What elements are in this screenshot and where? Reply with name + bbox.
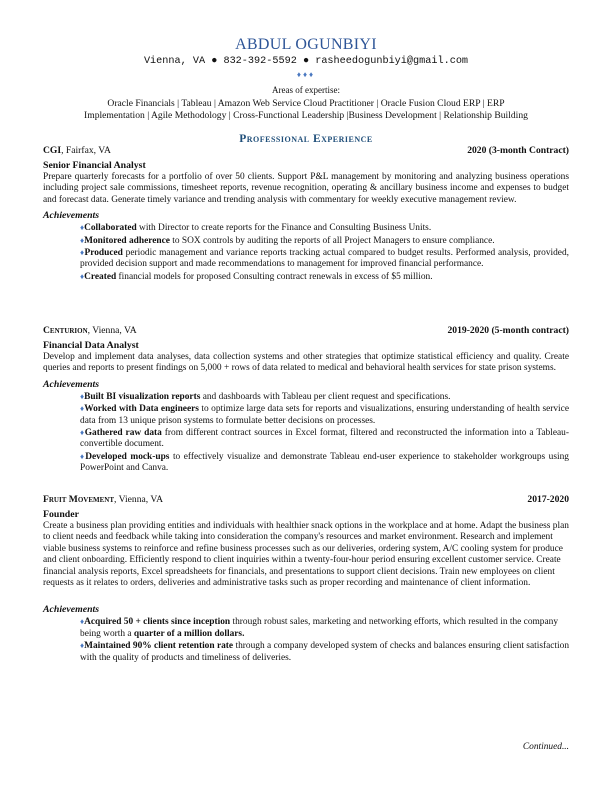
job-entry <box>43 494 569 664</box>
diamond-bullet-icon: ♦ <box>80 428 85 438</box>
achievement-item <box>80 640 569 664</box>
job-title: Financial Data Analyst <box>43 340 139 351</box>
achievement-text: from different contract sources in Excel format, filtered and reconstructed the information into a Tableau-convertible document. <box>80 428 569 450</box>
achievement-item <box>80 616 569 640</box>
company-name: CGI <box>43 145 62 156</box>
diamond-bullet-icon: ♦ <box>80 391 85 401</box>
company-line <box>43 145 111 157</box>
expertise-list <box>40 98 572 122</box>
email-link[interactable]: rasheedogunbiyi@gmail.com <box>315 56 469 67</box>
diamond-bullet-icon: ♦ <box>80 404 85 414</box>
job-title: Senior Financial Analyst <box>43 160 146 171</box>
achievement-item <box>80 271 569 283</box>
diamond-bullet-icon: ♦ <box>80 641 85 651</box>
achievements-label: Achievements <box>43 210 100 222</box>
separator-dot: ● <box>302 56 310 67</box>
job-description: Develop and implement data analyses, data collection systems and other strategies that optimize statistical efficiency and quality. Create queries and reports to present findings on 5,000 + rows of data related to medical and behavioral health services for state prison systems. <box>43 352 569 374</box>
areas-of-expertise-label: Areas of expertise: <box>272 85 340 95</box>
achievement-item <box>80 247 569 271</box>
achievement-highlight: Gathered raw data <box>84 428 162 439</box>
achievement-text: financial models for proposed Consulting contract renewals in excess of $5 million. <box>116 271 433 282</box>
expertise-line: Oracle Financials | Tableau | Amazon Web Service Cloud Practitioner | Oracle Fusion Cloud ERP | ERP <box>107 98 505 109</box>
job-dates: 2017-2020 <box>527 494 569 505</box>
achievement-text: to effectively visualize and demonstrate Tableau end-user experience to stakeholder workgroups using PowerPoint and Canva. <box>80 451 569 474</box>
achievement-highlight: Developed mock-ups <box>85 451 170 462</box>
achievement-highlight: Collaborated <box>84 223 137 234</box>
expertise-line: Implementation | Agile Methodology | Cross-Functional Leadership |Business Development | Relationship Building <box>84 110 528 121</box>
achievement-highlight: Created <box>84 271 117 282</box>
company-line <box>43 494 163 506</box>
separator-dot: ● <box>211 56 218 67</box>
achievement-text: and dashboards with Tableau per client request and specifications. <box>200 391 451 402</box>
achievements-list <box>80 616 569 664</box>
achievement-text: to SOX controls by auditing the reports of all Project Managers to ensure compliance. <box>169 235 495 246</box>
achievement-text: with Director to create reports for the Finance and Consulting Business Units. <box>136 223 432 234</box>
company-location: , Vienna, VA <box>114 494 163 505</box>
company-name: Centurion <box>43 325 88 336</box>
achievement-item <box>80 235 569 247</box>
achievement-item <box>80 427 569 451</box>
achievement-highlight: Acquired 50 + clients since inception <box>84 617 231 628</box>
job-header <box>43 325 569 337</box>
achievement-highlight: Built BI visualization reports <box>84 391 201 402</box>
achievements-list <box>80 222 569 283</box>
achievement-text: through a company developed system of checks and balances ensuring client satisfaction with the quality of products and timeliness of deliveries. <box>80 641 570 663</box>
achievement-highlight: Worked with Data engineers <box>84 404 199 415</box>
achievement-text: to optimize large data sets for reports and visualizations, ensuring understanding of health service data from 13 unique prison systems to formulate better decisions on processes. <box>80 404 569 426</box>
company-line <box>43 325 137 337</box>
location: Vienna, VA <box>143 56 206 67</box>
achievement-item <box>80 391 569 403</box>
achievements-label: Achievements <box>43 604 100 616</box>
company-location: , Vienna, VA <box>87 325 137 336</box>
achievement-highlight: Monitored adherence <box>84 235 170 246</box>
contact-line <box>0 56 612 68</box>
achievement-highlight: Produced <box>84 248 123 259</box>
achievements-label: Achievements <box>43 378 100 390</box>
diamond-bullet-icon: ♦ <box>80 617 85 627</box>
achievement-item <box>80 403 569 427</box>
diamond-bullet-icon: ♦ <box>80 223 85 233</box>
achievement-item <box>80 451 569 475</box>
achievement-item <box>80 222 569 234</box>
company-location: , Fairfax, VA <box>61 145 111 156</box>
job-description: Prepare quarterly forecasts for a portfolio of over 50 clients. Support P&L management by monitoring and analyzing business operations including project sale commissions, timesheet reports, revenue recognition, operating & ancillary business income and expenses to budget and forecast data. Generate timely variance and trending analysis with commentary for weekly executive management review. <box>43 172 569 205</box>
phone: 832-392-5592 <box>223 56 297 67</box>
job-header <box>43 494 569 506</box>
section-title-experience: Professional Experience <box>239 133 373 145</box>
diamond-bullet-icon: ♦ <box>80 248 85 258</box>
achievements-list <box>80 391 569 475</box>
job-entry <box>43 325 569 475</box>
job-header <box>43 145 569 157</box>
job-dates: 2020 (3-month Contract) <box>467 145 569 156</box>
diamond-bullet-icon: ♦ <box>80 451 86 461</box>
achievement-highlight: Maintained 90% client retention rate <box>84 641 234 652</box>
company-name: Fruit Movement <box>43 494 114 505</box>
achievement-highlight: quarter of a million dollars. <box>133 628 245 639</box>
diamond-bullet-icon: ♦ <box>80 271 85 281</box>
job-description: Create a business plan providing entities and individuals with healthier snack options in the workplace and at home. Adapt the business plan to client needs and feedback while taking into consideration the company's resources and market environment. Research and implement viable business systems to reinforce and refine business processes such as our deliveries, ordering system, A/C cooling system for produce and client onboarding. Efficiently respond to client inquiries within a twenty-four-hour period ensuring excellent customer service. Create financial analysis reports, Excel spreadsheets for financials, and presentations to support client decisions. Train new employees on client requests as it relates to orders, deliveries and administrative tasks such as proper recording and maintenance of client information. <box>43 521 569 589</box>
job-title: Founder <box>43 509 79 520</box>
diamond-bullet-icon: ♦ <box>80 235 85 245</box>
continued-note: Continued... <box>522 742 569 752</box>
diamond-ornament-icon: ♦♦♦ <box>296 70 316 79</box>
job-entry <box>43 145 569 283</box>
job-dates: 2019-2020 (5-month contract) <box>447 325 569 336</box>
candidate-name: ABDUL OGUNBIYI <box>235 36 377 53</box>
achievement-text: periodic management and variance reports tracking actual compared to budget results. Performed analysis, provided, provided decision support and made recommendations to management for improved financial performance. <box>80 248 569 270</box>
achievement-text: through robust sales, marketing and networking efforts, which resulted in the company being worth a <box>80 617 559 639</box>
